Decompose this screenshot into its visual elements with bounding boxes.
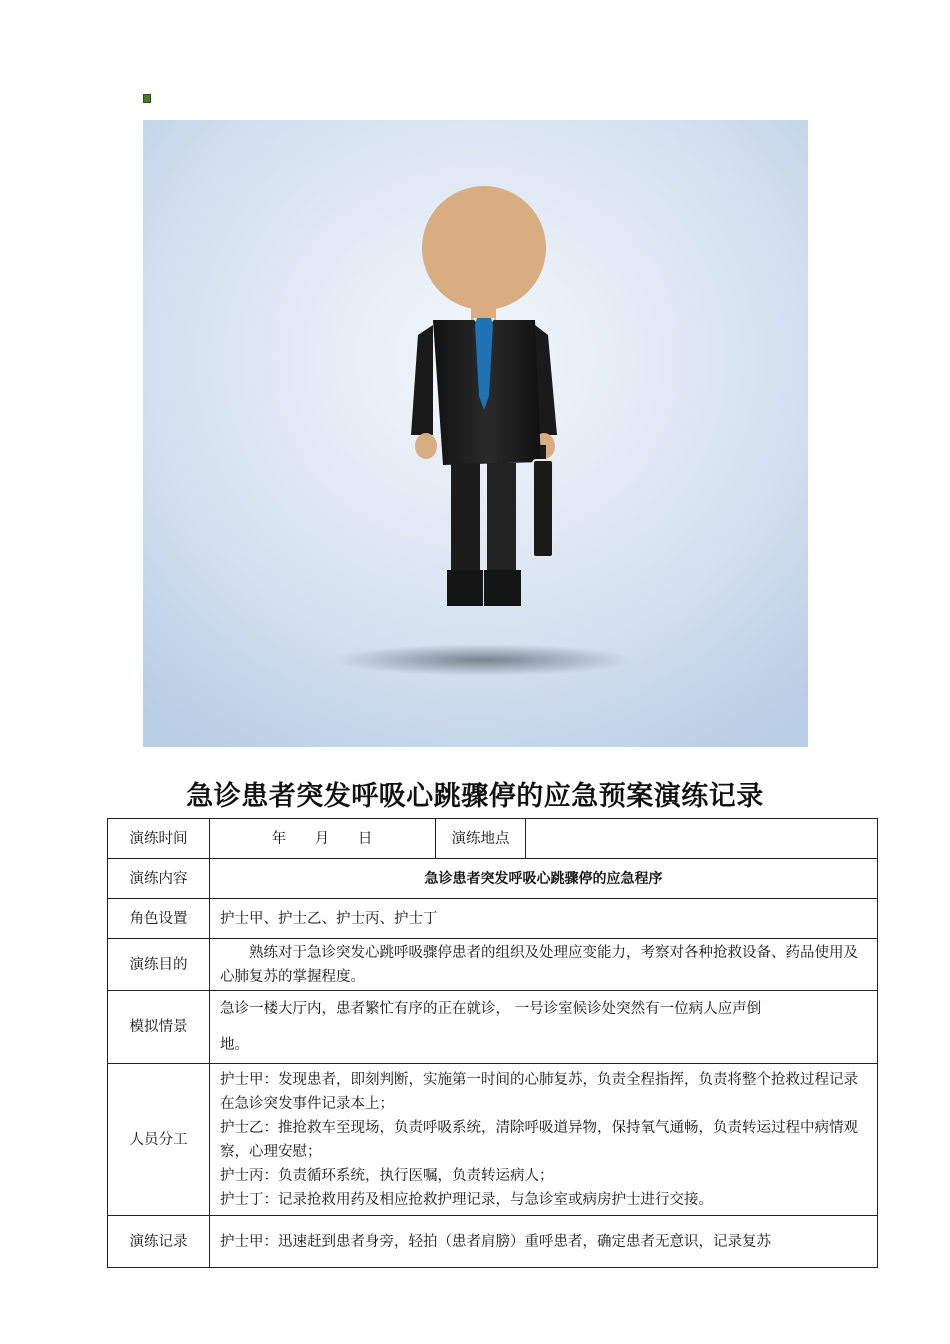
drill-content-value: 急诊患者突发呼吸心跳骤停的应急程序 [210, 859, 878, 899]
purpose-text: 熟练对于急诊突发心跳呼吸骤停患者的组织及处理应变能力，考察对各种抢救设备、药品使用及心肺复苏的掌握程度。 [220, 944, 858, 985]
drill-content-label: 演练内容 [108, 859, 210, 899]
drill-location-label: 演练地点 [436, 819, 526, 859]
left-leg [451, 463, 480, 573]
scenario-line-2: 地。 [220, 1037, 249, 1053]
date-year: 年 [271, 830, 288, 847]
right-shoe [484, 570, 521, 606]
staff-value [210, 1064, 878, 1216]
briefcase [533, 460, 553, 557]
drill-record-table [107, 818, 878, 1268]
date-day: 日 [357, 830, 374, 847]
staff-line-nurse-c: 护士丙：负责循环系统，执行医嘱，负责转运病人； [220, 1167, 554, 1184]
drill-time-value [210, 819, 436, 859]
scenario-label: 模拟情景 [108, 991, 210, 1064]
purpose-value [210, 939, 878, 991]
record-value: 护士甲：迅速赶到患者身旁，轻拍（患者肩膀）重呼患者，确定患者无意识，记录复苏 [210, 1216, 878, 1268]
date-month: 月 [314, 830, 331, 847]
row-record [108, 1216, 878, 1268]
scenario-line-1: 急诊一楼大厅内，患者繁忙有序的正在就诊， 一号诊室候诊处突然有一位病人应声倒 [220, 1001, 762, 1017]
row-roles [108, 899, 878, 939]
staff-label: 人员分工 [108, 1064, 210, 1216]
drill-location-value [526, 819, 878, 859]
staff-line-nurse-d: 护士丁：记录抢救用药及相应抢救护理记录，与急诊室或病房护士进行交接。 [220, 1191, 713, 1208]
roles-value: 护士甲、护士乙、护士丙、护士丁 [210, 899, 878, 939]
row-staff [108, 1064, 878, 1216]
left-shoe [447, 570, 483, 606]
staff-line-nurse-b: 护士乙：推抢救车至现场，负责呼吸系统，清除呼吸道异物，保持氧气通畅，负责转运过程中病情观察，心理安慰； [220, 1119, 858, 1160]
purpose-label: 演练目的 [108, 939, 210, 991]
head [422, 186, 546, 310]
roles-label: 角色设置 [108, 899, 210, 939]
document-title: 急诊患者突发呼吸心跳骤停的应急预案演练记录 [186, 781, 764, 812]
small-image-marker [143, 94, 151, 103]
row-scenario [108, 991, 878, 1064]
row-drill-time [108, 819, 878, 859]
businessman-illustration [143, 120, 808, 747]
row-drill-content [108, 859, 878, 899]
floor-shadow [333, 644, 633, 676]
left-hand [415, 433, 437, 459]
row-purpose [108, 939, 878, 991]
right-leg [487, 463, 516, 573]
staff-line-nurse-a: 护士甲：发现患者，即刻判断，实施第一时间的心肺复苏，负责全程指挥，负责将整个抢救过程记录在急诊突发事件记录本上； [220, 1071, 858, 1112]
scenario-value [210, 991, 878, 1064]
record-label: 演练记录 [108, 1216, 210, 1268]
briefcase-handle [540, 445, 546, 461]
drill-time-label: 演练时间 [108, 819, 210, 859]
